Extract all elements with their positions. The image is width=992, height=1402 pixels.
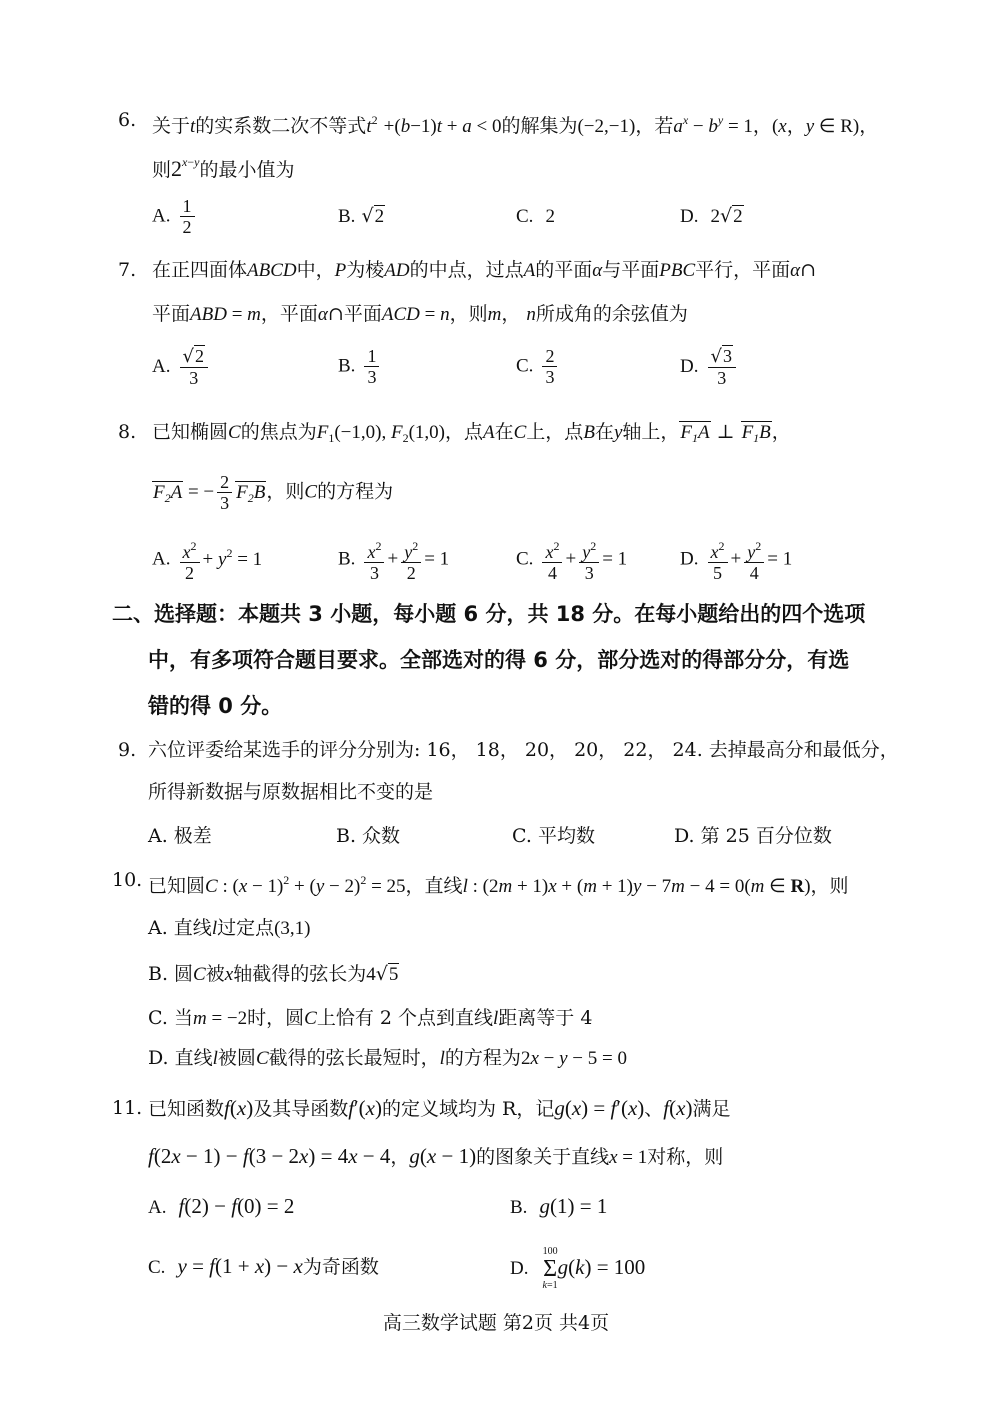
question-10-line-1: 已知圆C : $(x - 1)^2 + (y - 2)^2 = 25$，直线l : (2m + 1)x + (m + 1)y − 7m − 4 = 0(m ∈ R)，则 [148,873,849,897]
question-6-line-1: 关于t的实系数二次不等式$t^2 +(b-1)t + a < 0$的解集为(−2,−1)，若$a^x - b^y = 1$，(x，y ∈ R)， [152,113,879,137]
option-b: B. $\frac{x^2}{3}$ + $\frac{y^2}{2}$ = 1 [338,536,449,583]
question-7-line-1: 在正四面体ABCD中，P为棱AD的中点，过点A的平面α与平面PBC平行，平面α∩ [152,259,817,281]
option-a: A. f(2) − f(0) = 2 [148,1194,295,1218]
option-a: A. $\frac{x^2}{2}$ + $y^2 = 1$ [152,536,262,583]
question-8-line-2: $F_2A$ = − $\frac{2}{3}$ $F_2B$，则C的方程为 [153,472,394,513]
question-7-line-2: 平面ABD = m，平面α∩平面ACD = n，则m， n所成角的余弦值为 [152,303,688,325]
option-c: C. 平均数 [512,825,595,847]
option-d: D. 第 25 百分位数 [674,825,832,847]
option-c: C. $\frac{2}{3}$ [516,346,560,387]
option-a: A. $\frac{1}{2}$ [152,196,198,237]
option-b: B. $\frac{1}{3}$ [338,346,382,387]
question-6-line-2: 则$2^{x-y}$的最小值为 [152,155,295,181]
question-number: 9. [118,739,137,761]
question-number: 11. [112,1097,143,1119]
question-9-line-1: 六位评委给某选手的评分分别为: 16， 18， 20， 20， 22， 24. 去掉最高分和最低分， [148,739,899,761]
page-footer: 高三数学试题 第2页 共4页 [382,1312,610,1334]
option-c: C. $\frac{x^2}{4}$ + $\frac{y^2}{3}$ = 1 [516,536,627,583]
option-d: D. $\frac{x^2}{5}$ + $\frac{y^2}{4}$ = 1 [680,536,792,583]
option-a: A. $\frac{√2}{3}$ [152,346,211,388]
option-d: D. 100 Σ k=1 g(k) = 100 [510,1246,646,1291]
option-d: D. 2√2 [680,205,743,227]
option-b: B. 众数 [336,825,401,847]
option-b: B. 圆C被x轴截得的弦长为4√5 [148,963,399,985]
question-number: 10. [112,869,143,891]
question-11-line-2: f(2x − 1) − f(3 − 2x) = 4x − 4，g(x − 1)的图象关于直线x = 1对称，则 [148,1144,724,1168]
question-8-line-1: 已知椭圆C的焦点为$F_1(-1,0)$, $F_2(1,0)$，点A在C上，点B在y轴上，$F_1A$ ⊥ $F_1B$， [152,421,791,445]
question-9-line-2: 所得新数据与原数据相比不变的是 [148,781,434,803]
question-number: 7. [118,259,137,281]
option-c: C. 2 [516,206,555,227]
option-b: B. √2 [338,205,385,227]
question-number: 6. [118,109,137,131]
option-a: A. 直线l过定点(3,1) [148,917,311,939]
option-d: D. $\frac{√3}{3}$ [680,346,739,388]
question-number: 8. [118,421,137,443]
question-11-line-1: 已知函数f(x)及其导函数f′(x)的定义域均为 R，记g(x) = f′(x)、f(x)满足 [148,1096,731,1120]
section-heading-line-2: 中，有多项符合题目要求。全部选对的得 6 分，部分选对的得部分分，有选 [148,648,850,672]
option-c: C. y = f(1 + x) − x为奇函数 [148,1254,379,1278]
option-d: D. 直线l被圆C截得的弦长最短时，l的方程为2x − y − 5 = 0 [148,1047,627,1069]
option-a: A. 极差 [148,825,212,847]
option-b: B. g(1) = 1 [510,1194,608,1218]
section-heading-line-1: 二、选择题：本题共 3 小题，每小题 6 分，共 18 分。在每小题给出的四个选项 [112,602,866,626]
section-heading-line-3: 错的得 0 分。 [148,694,283,718]
option-c: C. 当m = −2时，圆C上恰有 2 个点到直线l距离等于 4 [148,1007,593,1029]
